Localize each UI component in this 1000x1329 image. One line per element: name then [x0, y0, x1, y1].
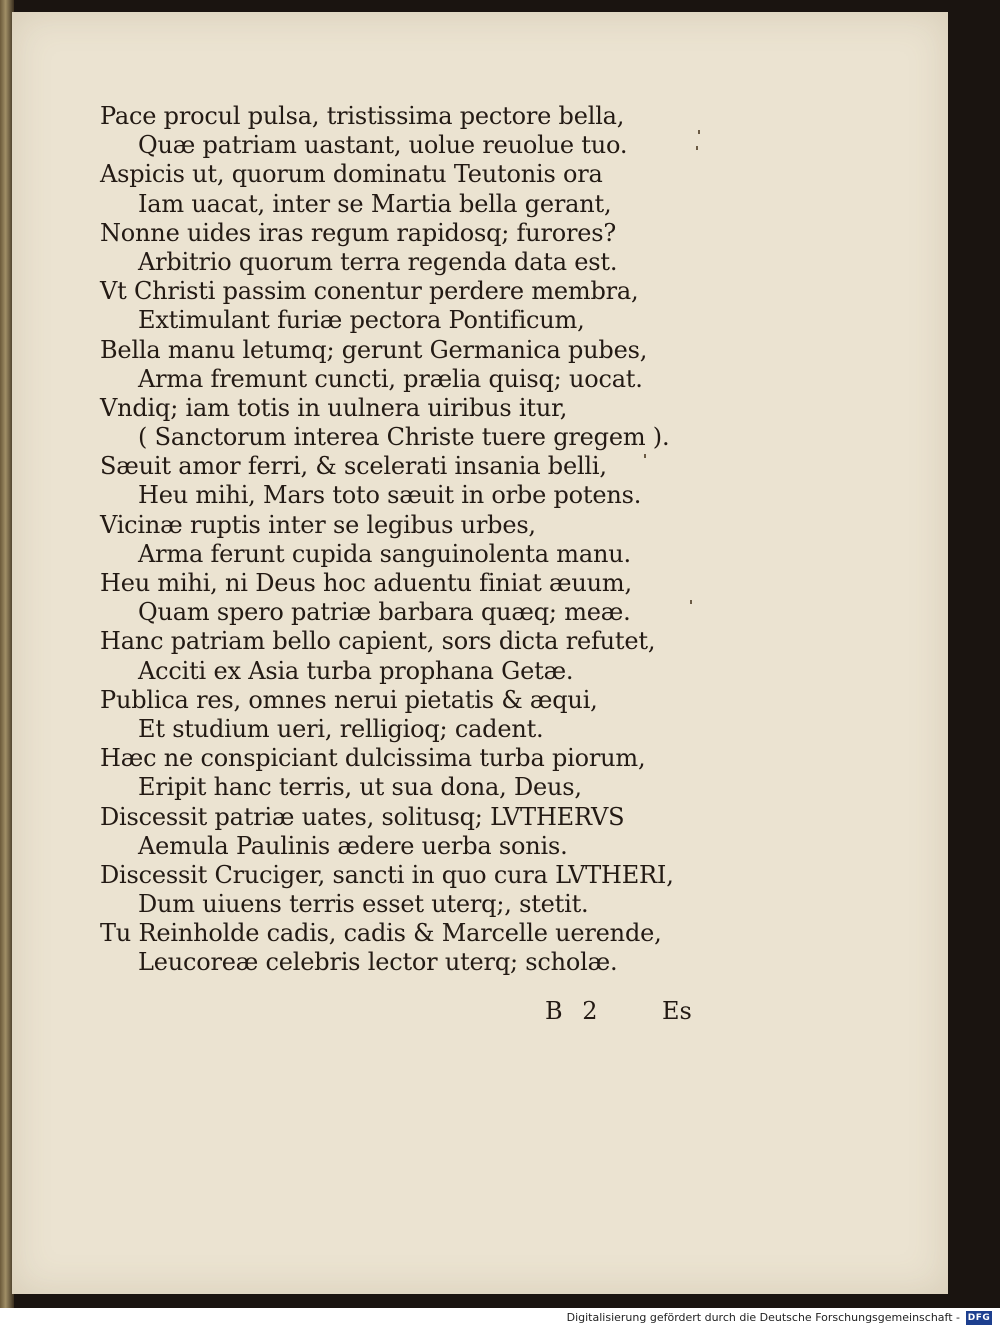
margin-speck	[644, 454, 646, 458]
verse-line: Pace procul pulsa, tristissima pectore bella,	[100, 102, 625, 130]
verse-line: Et studium ueri, relligioq; cadent.	[138, 714, 544, 743]
verse-line: Leucoreæ celebris lector uterq; scholæ.	[138, 948, 618, 977]
margin-speck	[696, 146, 698, 150]
verse-line: Arbitrio quorum terra regenda data est.	[138, 247, 618, 276]
page-footer-line	[12, 997, 948, 1037]
verse-line: Extimulant furiæ pectora Pontificum,	[138, 306, 585, 335]
verse-line: Nonne uides iras regum rapidosq; furores?	[100, 218, 617, 247]
verse-line: Acciti ex Asia turba prophana Getæ.	[138, 656, 574, 685]
verse-line: Discessit patriæ uates, solitusq; LVTHERVS	[100, 802, 625, 831]
margin-speck	[698, 130, 700, 134]
margin-speck	[690, 600, 692, 604]
verse-line: Sæuit amor ferri, & scelerati insania belli,	[100, 452, 607, 481]
verse-line: Arma fremunt cuncti, prælia quisq; uocat.	[138, 364, 643, 393]
dfg-logo: DFG	[967, 1313, 991, 1323]
verse-line: Bella manu letumq; gerunt Germanica pubes,	[100, 335, 648, 364]
verse-line: Vndiq; iam totis in uulnera uiribus itur,	[100, 393, 568, 422]
verse-line: Heu mihi, Mars toto sæuit in orbe potens.	[138, 481, 642, 510]
verse-line: Iam uacat, inter se Martia bella gerant,	[138, 189, 612, 218]
verse-block	[100, 102, 920, 978]
verse-line: ( Sanctorum interea Christe tuere gregem ).	[138, 423, 670, 452]
verse-line: Quam spero patriæ barbara quæq; meæ.	[138, 598, 631, 627]
funding-credit: Digitalisierung gefördert durch die Deutsche Forschungsgemeinschaft -	[566, 1311, 960, 1324]
signature-mark: B 2	[545, 997, 604, 1025]
verse-line: Discessit Cruciger, sancti in quo cura LVTHERI,	[100, 860, 674, 889]
catchword: Es	[662, 997, 692, 1025]
verse-line: Eripit hanc terris, ut sua dona, Deus,	[138, 773, 582, 802]
verse-line: Aspicis ut, quorum dominatu Teutonis ora	[100, 160, 603, 189]
digitization-footer	[0, 1308, 1000, 1329]
verse-line: Vt Christi passim conentur perdere membra,	[100, 277, 639, 306]
verse-line: Hanc patriam bello capient, sors dicta refutet,	[100, 627, 656, 656]
verse-line: Tu Reinholde cadis, cadis & Marcelle uerende,	[100, 919, 662, 948]
verse-line: Publica res, omnes nerui pietatis & æqui,	[100, 685, 598, 714]
verse-line: Aemula Paulinis ædere uerba sonis.	[138, 831, 568, 860]
verse-line: Dum uiuens terris esset uterq;, stetit.	[138, 890, 589, 919]
verse-line: Hæc ne conspiciant dulcissima turba piorum,	[100, 744, 646, 773]
book-page	[12, 12, 948, 1294]
verse-line: Quæ patriam uastant, uolue reuolue tuo.	[138, 131, 628, 160]
verse-line: Arma ferunt cupida sanguinolenta manu.	[138, 539, 631, 568]
verse-line: Vicinæ ruptis inter se legibus urbes,	[100, 510, 536, 539]
verse-line: Heu mihi, ni Deus hoc aduentu finiat æuum,	[100, 569, 632, 597]
